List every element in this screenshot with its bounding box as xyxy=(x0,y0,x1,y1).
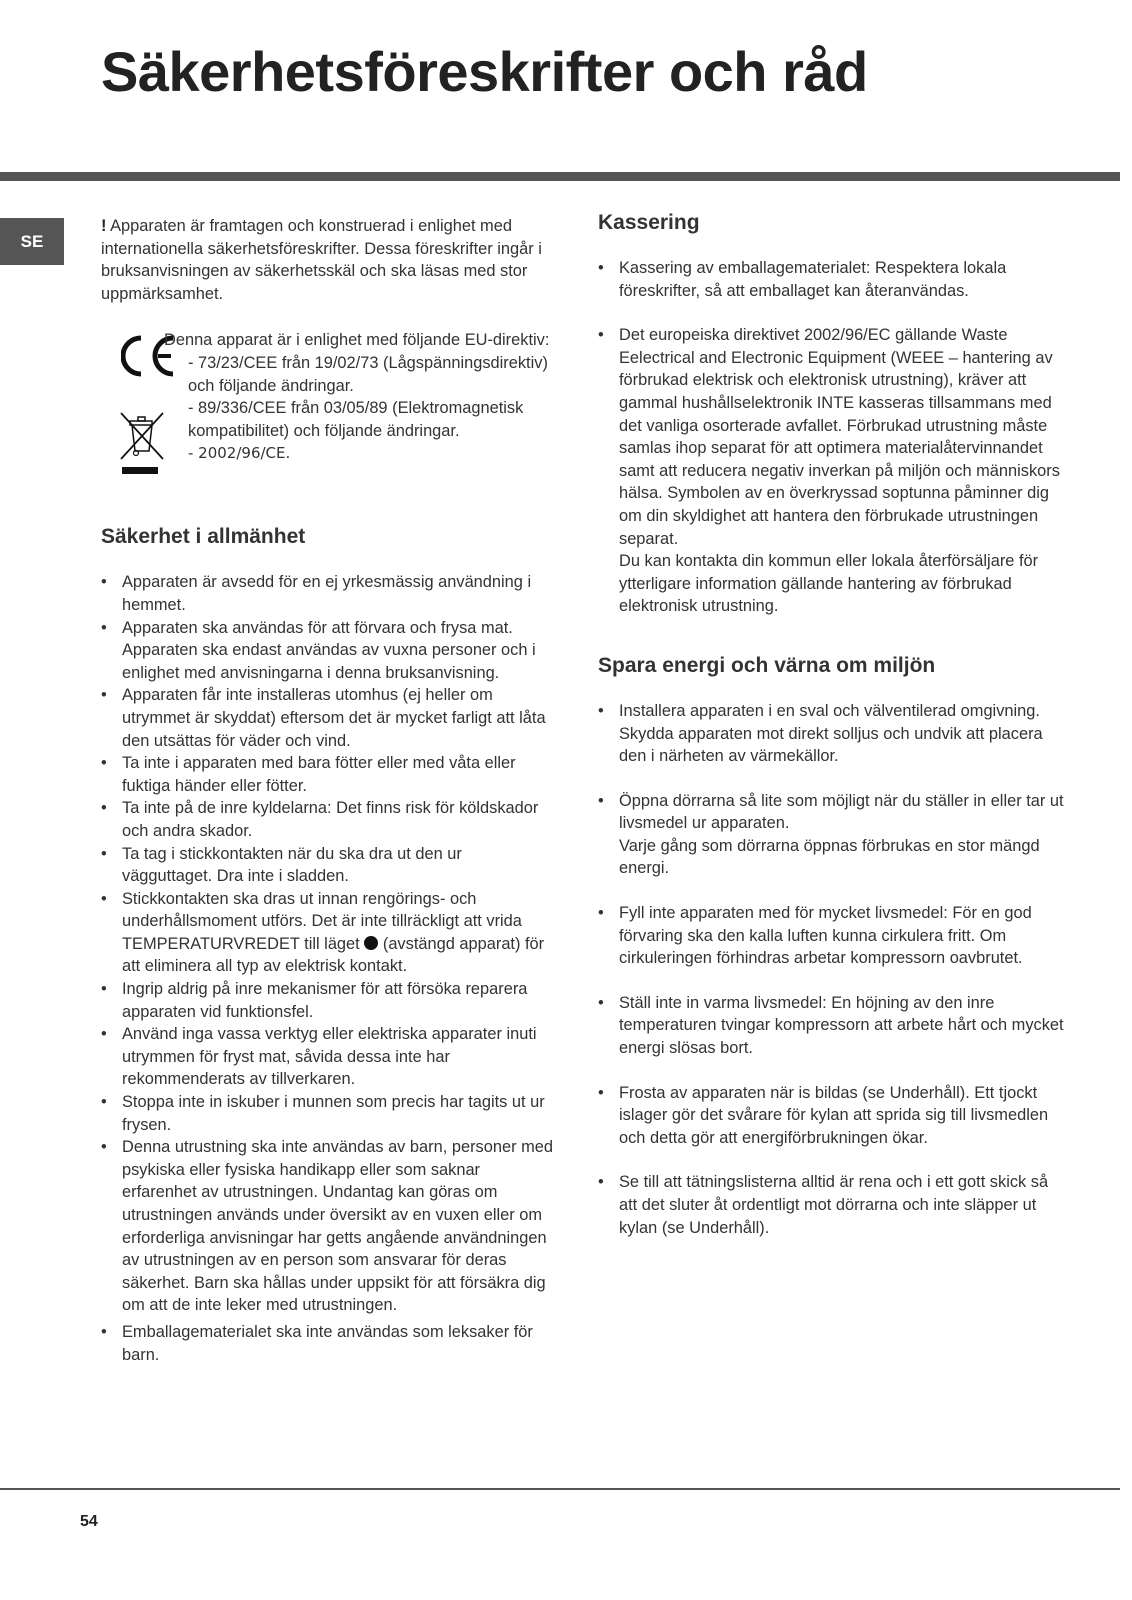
energy-list xyxy=(598,700,1068,1239)
list-item: • Ställ inte in varma livsmedel: En höjning av den inre temperaturen tvingar kompressorn att arbete hårt och mycket energi slösas bort. xyxy=(598,992,1068,1060)
ce-directives xyxy=(164,329,564,465)
list-item: • Kassering av emballagematerialet: Respektera lokala föreskrifter, så att emballaget kan återanvändas. xyxy=(598,257,1068,302)
language-tab: SE xyxy=(0,218,64,265)
page-number: 54 xyxy=(80,1513,98,1530)
disposal-heading: Kassering xyxy=(598,211,700,234)
list-item: • Emballagematerialet ska inte användas som leksaker för barn. xyxy=(101,1321,556,1366)
list-item: • Installera apparaten i en sval och välventilerad omgivning. Skydda apparaten mot direkt solljus och undvik att placera den i närheten av värmekällor. xyxy=(598,700,1068,768)
list-item xyxy=(598,790,1068,880)
off-position-dot-icon xyxy=(364,936,378,950)
list-item-text: (avstängd apparat) för att eliminera all typ av elektrisk kontakt. xyxy=(122,934,545,976)
ce-declaration xyxy=(101,329,556,489)
list-item xyxy=(598,324,1068,618)
list-item xyxy=(101,888,556,978)
ce-directive-3: - 2002/96/CE. xyxy=(188,444,291,463)
list-item: • Frosta av apparaten när is bildas (se Underhåll). Ett tjockt islager gör det svårare för kylan att sprida sig till livsmedlen och detta gör att energiförbrukningen ökar. xyxy=(598,1082,1068,1150)
list-item: • Ta inte i apparaten med bara fötter eller med våta eller fuktiga händer eller fötter. xyxy=(101,752,556,797)
list-item: • Använd inga vassa verktyg eller elektriska apparater inuti utrymmen för fryst mat, såvida dessa inte har rekommenderats av tillverkaren. xyxy=(101,1023,556,1091)
list-item: • Apparaten är avsedd för en ej yrkesmässig användning i hemmet. xyxy=(101,571,556,616)
right-column xyxy=(598,209,1068,1239)
disposal-list xyxy=(598,257,1068,618)
list-item-text: • Det europeiska direktivet 2002/96/EC gällande Waste Eelectrical and Electronic Equipment (WEEE – hantering av förbrukad elektrisk och elektronisk utrustning), kräver att gammal hushållselektronik INTE kasseras tillsammans med det vanliga osorterade avfallet. Förbrukad utrustning måste samlas ihop separat för att optimera materialåtervinnandet samt att reducera negativ inverkan på miljön och människors hälsa. Symbolen av en överkryssad soptunna påminner dig om din skyldighet att hantera den förbrukade utrustningen separat. xyxy=(619,326,1060,548)
list-item: • Fyll inte apparaten med för mycket livsmedel: För en god förvaring ska den kalla luften kunna cirkulera fritt. Om cirkuleringen förhindras arbetar kompressorn oavbrutet. xyxy=(598,902,1068,970)
list-item-text: Varje gång som dörrarna öppnas förbrukas en stor mängd energi. xyxy=(619,836,1040,878)
list-item: • Apparaten ska användas för att förvara och frysa mat. Apparaten ska endast användas av vuxna personer och i enlighet med anvisningarna i denna bruksanvisning. xyxy=(101,617,556,685)
warning-exclamation: ! xyxy=(101,217,107,235)
intro-paragraph xyxy=(101,215,556,305)
list-item-text: • Öppna dörrarna så lite som möjligt när du ställer in eller tar ut livsmedel ur apparaten. xyxy=(619,791,1064,833)
energy-heading: Spara energi och värna om miljön xyxy=(598,653,936,677)
list-item: • Apparaten får inte installeras utomhus (ej heller om utrymmet är skyddat) eftersom det är mycket farligt att låta den utsättas för väder och vind. xyxy=(101,684,556,752)
list-item: • Denna utrustning ska inte användas av barn, personer med psykiska eller fysiska handikapp eller som saknar erfarenhet av utrustningen. Undantag kan göras om utrustningen används under översikt av en vuxen eller om erforderliga anvisningar har getts angående användningen av utrustningen av en person som ansvarar för deras säkerhet. Barn ska hållas under uppsikt för att försäkra dig om att de inte leker med utrustningen. xyxy=(101,1136,556,1317)
general-safety-heading: Säkerhet i allmänhet xyxy=(101,525,306,549)
left-column xyxy=(101,215,556,1366)
list-item: • Ta inte på de inre kyldelarna: Det finns risk för köldskador och andra skador. xyxy=(101,797,556,842)
ce-directive-2: - 89/336/CEE från 03/05/89 (Elektromagnetisk kompatibilitet) och följande ändringar. xyxy=(188,399,524,440)
list-item-text: Stickkontakten ska dras ut innan rengörings- och underhållsmoment utförs. Det är inte tillräckligt att vrida TEMPERATURVREDET till läget xyxy=(122,889,522,953)
list-item: • Stoppa inte in iskuber i munnen som precis har tagits ut ur frysen. xyxy=(101,1091,556,1136)
ce-lead: Denna apparat är i enlighet med följande EU-direktiv: xyxy=(164,331,550,350)
general-safety-list xyxy=(101,571,556,1366)
intro-text: Apparaten är framtagen och konstruerad i enlighet med internationella säkerhetsföreskrifter. Dessa föreskrifter ingår i bruksanvisningen av säkerhetsskäl och ska läsas med stor uppmärksamhet. xyxy=(101,217,542,303)
crossed-out-bin-icon xyxy=(119,407,165,479)
list-item: • Ingrip aldrig på inre mekanismer för att försöka reparera apparaten vid funktionsfel. xyxy=(101,978,556,1023)
list-item: • Se till att tätningslisterna alltid är rena och i ett gott skick så att det sluter åt ordentligt mot dörrarna och inte släpper ut kylan (se Underhåll). xyxy=(598,1171,1068,1239)
footer-divider xyxy=(0,1488,1120,1490)
ce-directive-1: - 73/23/CEE från 19/02/73 (Lågspänningsdirektiv) och följande ändringar. xyxy=(188,353,548,395)
list-item-text: Du kan kontakta din kommun eller lokala återförsäljare för ytterligare information gällande hantering av förbrukad elektronisk utrustning. xyxy=(619,552,1039,616)
header-divider xyxy=(0,172,1120,181)
list-item: • Ta tag i stickkontakten när du ska dra ut den ur vägguttaget. Dra inte i sladden. xyxy=(101,843,556,888)
page-title: Säkerhetsföreskrifter och råd xyxy=(101,40,868,103)
